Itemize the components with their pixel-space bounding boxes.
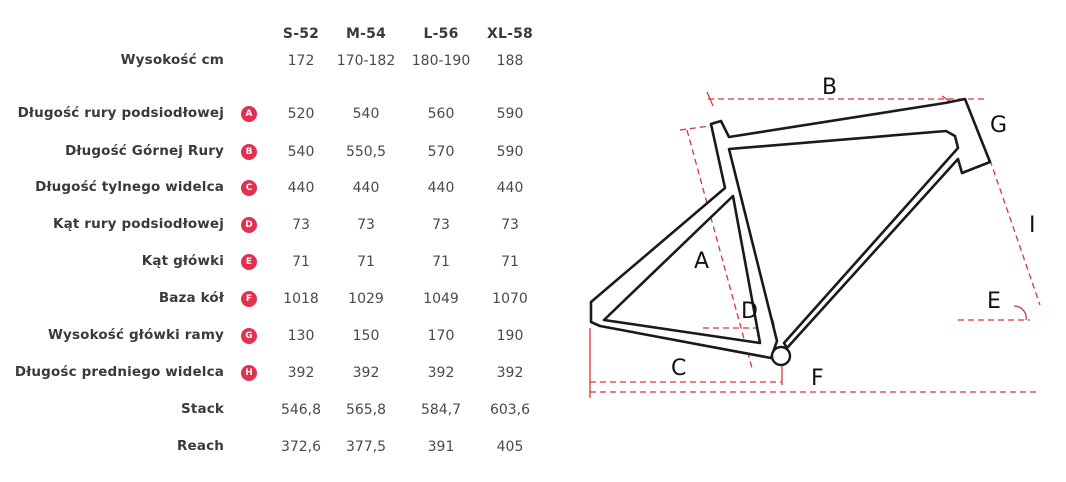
cell-value: 520 bbox=[287, 106, 315, 122]
row-label: Długośc predniego widelca bbox=[14, 364, 224, 380]
badge-c: C bbox=[241, 180, 257, 196]
cell-value: 565,8 bbox=[345, 402, 387, 418]
row-label: Kąt główki bbox=[141, 253, 224, 269]
cell-value: 190 bbox=[496, 328, 524, 344]
cell-value: 590 bbox=[496, 144, 524, 160]
cell-value: 71 bbox=[501, 254, 519, 270]
cell-value: 391 bbox=[427, 439, 455, 455]
badge-d: D bbox=[241, 217, 257, 233]
row-label: Wysokość cm bbox=[120, 52, 224, 68]
cell-value: 372,6 bbox=[280, 439, 322, 455]
bottom-bracket bbox=[772, 347, 790, 365]
row-label: Kąt rury podsiodłowej bbox=[52, 216, 224, 232]
table-row bbox=[0, 438, 560, 458]
badge-e: E bbox=[241, 254, 257, 270]
badge-b: B bbox=[241, 144, 257, 160]
cell-value: 392 bbox=[427, 365, 455, 381]
size-header-m54: M-54 bbox=[345, 26, 387, 42]
cell-value: 150 bbox=[352, 328, 380, 344]
cell-value: 570 bbox=[427, 144, 455, 160]
table-row bbox=[0, 105, 560, 125]
table-row bbox=[0, 253, 560, 273]
label-f: F bbox=[811, 366, 824, 391]
badge-f: F bbox=[241, 291, 257, 307]
table-row bbox=[0, 179, 560, 199]
bike-frame-diagram bbox=[585, 60, 1066, 400]
cell-value: 440 bbox=[496, 180, 524, 196]
table-row bbox=[0, 327, 560, 347]
badge-g: G bbox=[241, 328, 257, 344]
cell-value: 440 bbox=[352, 180, 380, 196]
cell-value: 550,5 bbox=[345, 144, 387, 160]
table-row bbox=[0, 290, 560, 310]
cell-value: 73 bbox=[501, 217, 519, 233]
size-header-s52: S-52 bbox=[282, 26, 320, 42]
cell-value: 405 bbox=[496, 439, 524, 455]
cell-value: 71 bbox=[292, 254, 310, 270]
cell-value: 170-182 bbox=[336, 53, 396, 69]
size-header-l56: L-56 bbox=[423, 26, 459, 42]
cell-value: 73 bbox=[432, 217, 450, 233]
row-label: Reach bbox=[176, 438, 224, 454]
row-label: Długość rury podsiodłowej bbox=[17, 105, 224, 121]
table-row bbox=[0, 401, 560, 421]
row-label: Stack bbox=[180, 401, 224, 417]
label-e: E bbox=[987, 289, 1001, 314]
frame-shape bbox=[591, 99, 990, 358]
cell-value: 392 bbox=[352, 365, 380, 381]
cell-value: 560 bbox=[427, 106, 455, 122]
badge-h: H bbox=[241, 365, 257, 381]
cell-value: 392 bbox=[287, 365, 315, 381]
cell-value: 590 bbox=[496, 106, 524, 122]
label-a: A bbox=[694, 249, 710, 274]
row-label: Długość Górnej Rury bbox=[65, 143, 224, 159]
cell-value: 73 bbox=[292, 217, 310, 233]
cell-value: 392 bbox=[496, 365, 524, 381]
size-header-xl58: XL-58 bbox=[486, 26, 534, 42]
label-i: I bbox=[1029, 213, 1036, 238]
table-row bbox=[0, 216, 560, 236]
label-c: C bbox=[671, 356, 687, 381]
cell-value: 377,5 bbox=[345, 439, 387, 455]
cell-value: 540 bbox=[287, 144, 315, 160]
cell-value: 71 bbox=[432, 254, 450, 270]
label-d: D bbox=[741, 299, 758, 324]
cell-value: 1018 bbox=[283, 291, 319, 307]
row-label: Baza kół bbox=[158, 290, 224, 306]
row-label: Wysokość główki ramy bbox=[48, 327, 224, 343]
cell-value: 1029 bbox=[348, 291, 384, 307]
cell-value: 584,7 bbox=[420, 402, 462, 418]
cell-value: 172 bbox=[287, 53, 315, 69]
label-g: G bbox=[990, 113, 1008, 138]
cell-value: 440 bbox=[287, 180, 315, 196]
table-row bbox=[0, 52, 560, 72]
cell-value: 188 bbox=[496, 53, 524, 69]
label-b: B bbox=[822, 75, 838, 100]
cell-value: 170 bbox=[427, 328, 455, 344]
cell-value: 540 bbox=[352, 106, 380, 122]
cell-value: 1070 bbox=[492, 291, 528, 307]
table-row bbox=[0, 364, 560, 384]
row-label: Długość tylnego widelca bbox=[35, 179, 224, 195]
frame-outline bbox=[591, 99, 990, 365]
cell-value: 603,6 bbox=[489, 402, 531, 418]
cell-value: 71 bbox=[357, 254, 375, 270]
cell-value: 130 bbox=[287, 328, 315, 344]
head-angle-arc bbox=[1014, 306, 1026, 320]
cell-value: 546,8 bbox=[280, 402, 322, 418]
cell-value: 73 bbox=[357, 217, 375, 233]
cell-value: 440 bbox=[427, 180, 455, 196]
cell-value: 180-190 bbox=[411, 53, 471, 69]
badge-a: A bbox=[241, 106, 257, 122]
cell-value: 1049 bbox=[423, 291, 459, 307]
table-row bbox=[0, 143, 560, 163]
